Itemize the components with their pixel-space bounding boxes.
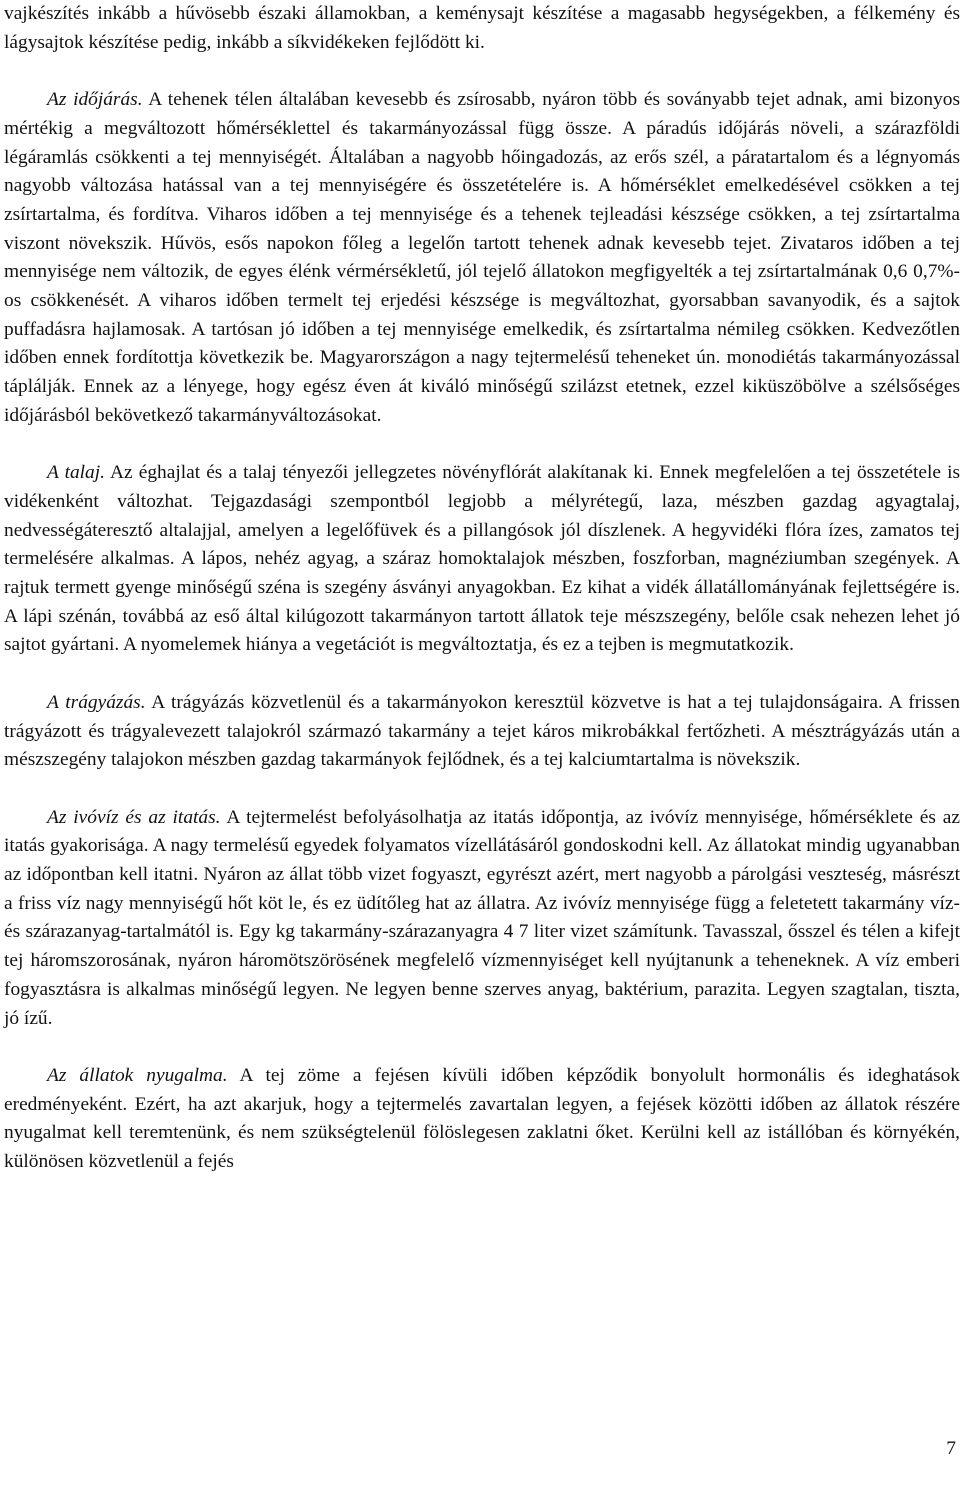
intro-paragraph: vajkészítés inkább a hűvösebb északi államokban, a keménysajt készítése a magasabb hegységekben, a félkemény és lágysajtok készítése pedig, inkább a síkvidékeken fejlődött ki.: [4, 3, 960, 53]
section-drinking-water: [4, 804, 960, 1034]
section-heading: A trágyázás.: [47, 691, 146, 713]
section-body: A tehenek télen általában kevesebb és zsírosabb, nyáron több és soványabb tejet adnak, ami bizonyos mértékig a megváltozott hőmérséklettel és takarmányozással függ össze. A páradús időjárás növeli, a szárazföldi légáramlás csökkenti a tej mennyiségét. Általában a nagyobb hőingadozás, az erős szél, a páratartalom és a légnyomás nagyobb változása hatással van a tej mennyiségére és összetételére is. A hőmérséklet emelkedésével csökken a tej zsírtartalma, és fordítva. Viharos időben a tej mennyisége és a tehenek tejleadási készsége csökken, a tej zsírtartalma viszont növekszik. Hűvös, esős napokon főleg a legelőn tartott tehenek adnak kevesebb tejet. Zivataros időben a tej mennyisége nem változik, de egyes élénk vérmérsékletű, jól tejelő állatokon megfigyelték a tej zsírtartalmának 0,6 0,7%-os csökkenését. A viharos időben termelt tej erjedési készsége is megváltozhat, gyorsabban savanyodik, és a sajtok puffadásra hajlamosak. A tartósan jó időben a tej mennyisége emelkedik, és zsírtartalma némileg csökken. Kedvezőtlen időben ennek fordítottja következik be. Magyarországon a nagy tejtermelésű teheneket ún. monodiétás takarmányozással táplálják. Ennek az a lényege, hogy egész éven át kiváló minőségű szilázst etetnek, ezzel kiküszöbölve a szélsőséges időjárásból bekövetkező takarmányváltozásokat.: [4, 89, 960, 426]
paragraph-gap: [4, 1033, 960, 1062]
paragraph-gap: [4, 431, 960, 460]
section-body: A tej zöme a fejésen kívüli időben képződik bonyolult hormonális és ideghatások eredményeként. Ezért, ha azt akarjuk, hogy a tejtermelés zavartalan legyen, a fejések közötti időben az állatok részére nyugalmat kell teremtenünk, és nem szükségtelenül fölöslegesen zaklatni őket. Kerülni kell az istállóban és környékén, különösen közvetlenül a fejés: [4, 1064, 960, 1173]
document-page: [4, 0, 960, 1177]
section-body: A tejtermelést befolyásolhatja az itatás időpontja, az ivóvíz mennyisége, hőmérséklete és az itatás gyakorisága. A nagy termelésű egyedek folyamatos vízellátásáról gondoskodni kell. Az állatokat mindig ugyanabban az időpontban kell itatni. Nyáron az állat több vizet fogyaszt, egyrészt azért, mert nagyobb a párolgási veszteség, másrészt a friss víz nagy mennyiségű hőt köt le, és ez üdítőleg hat az állatra. Az ivóvíz mennyisége függ a feletetett takarmány víz- és szárazanyag-tartalmától is. Egy kg takarmány-szárazanyagra 4 7 liter vizet számítunk. Tavasszal, ősszel és télen a kifejt tej háromszorosának, nyáron háromötszörösének megfelelő vízmennyiséget kell nyújtanunk a teheneknek. A víz emberi fogyasztásra is alkalmas minőségű legyen. Ne legyen benne szerves anyag, baktérium, parazita. Legyen szagtalan, tiszta, jó ízű.: [4, 806, 960, 1029]
section-weather: [4, 86, 960, 430]
section-heading: Az időjárás.: [47, 89, 143, 111]
section-heading: Az ivóvíz és az itatás.: [47, 806, 221, 828]
paragraph-gap: [4, 775, 960, 804]
section-heading: A talaj.: [47, 462, 105, 484]
page-number: 7: [946, 1438, 956, 1459]
section-animal-rest: [4, 1062, 960, 1177]
section-heading: Az állatok nyugalma.: [47, 1064, 228, 1086]
section-body: A trágyázás közvetlenül és a takarmányokon keresztül közvetve is hat a tej tulajdonságaira. A frissen trágyázott és trágyalevezett talajokról származó takarmány a tejet káros mikrobákkal fertőzheti. A mésztrágyázás után a mészszegény talajokon mészben gazdag takarmányok fejlődnek, és a tej kalciumtartalma is növekszik.: [4, 691, 960, 771]
paragraph-gap: [4, 660, 960, 689]
section-body: Az éghajlat és a talaj tényezői jellegzetes növényflórát alakítanak ki. Ennek megfelelően a tej összetétele is vidékenként változhat. Tejgazdasági szempontból legjobb a mélyrétegű, laza, mészben gazdag agyagtalaj, nedvességáteresztő altalajjal, amelyen a legelőfüvek és a pillangósok jól díszlenek. A hegyvidéki flóra ízes, zamatos tej termelésére alkalmas. A lápos, nehéz agyag, a száraz homoktalajok mészben, foszforban, magnéziumban szegények. A rajtuk termett gyenge minőségű széna is szegény ásványi anyagokban. Ez kihat a vidék állatállományának fejlettségére is. A lápi szénán, továbbá az eső által kilúgozott takarmányon tartott állatok teje mészszegény, belőle csak nehezen lehet jó sajtot gyártani. A nyomelemek hiánya a vegetációt is megváltoztatja, és ez a tejben is megmutatkozik.: [4, 462, 960, 656]
section-soil: [4, 459, 960, 660]
paragraph-gap: [4, 57, 960, 86]
section-fertilization: [4, 689, 960, 775]
